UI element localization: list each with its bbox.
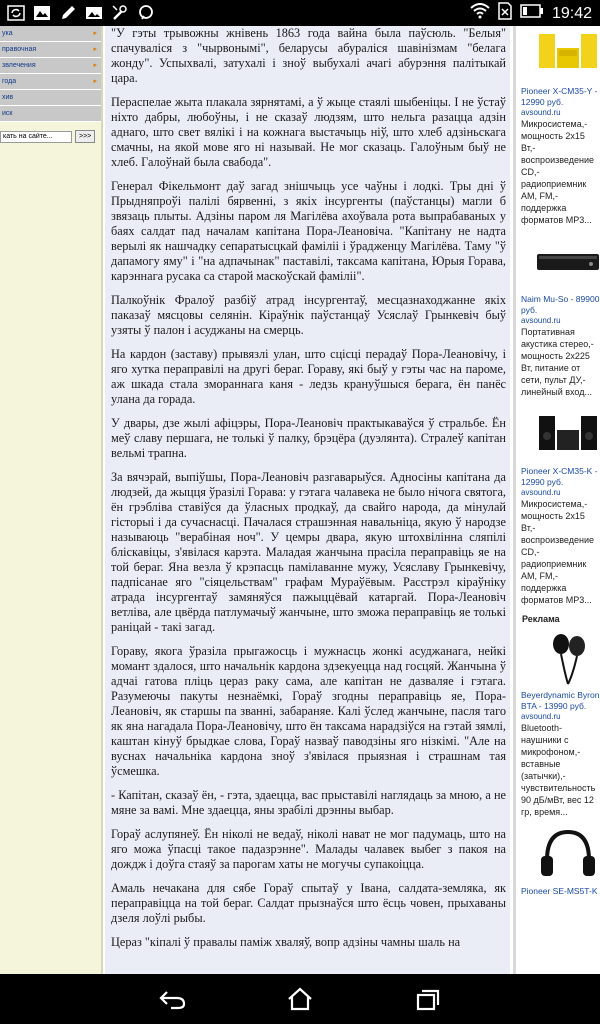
article-paragraph: Гораў аслупянеў. Ён ніколі не ведаў, ніколі нават не мог падумаць, што на яго можа ўпасці такое падазрэнне". Малады чалавек выбег з пакоя на дождж і доўга стаяў за парогам хаты не могучы супакоіцца.: [111, 827, 506, 871]
product-description: Портативная акустика стерео,- мощность 2x225 Вт, питание от сети, пульт ДУ,- линейный вход...: [521, 327, 594, 397]
clock: 19:42: [551, 4, 592, 22]
status-bar: [0, 0, 600, 26]
ad-source-link[interactable]: avsound.ru: [521, 712, 561, 721]
article-paragraph: Пераспелае жыта плакала зярнятамі, а ў жыце стаялі шыбеніцы. І не ўстаў ніхто дабры, любоўны, і не сказаў людзям, што нельга разацца адзін аднаго, што свет вялікі і на кожнага выстачыць ніў, што хлеб адзіньскага смачны, на якой мове яго ні называй. Не мог сказаць. Галоўным быў не хлеб. Галоўнай была свабода".: [111, 95, 506, 169]
pen-icon: [58, 3, 78, 23]
product-description: Микросистема,- мощность 2x15 Вт,- воспроизведение CD,- радиоприемник AM, FM,- поддержка форматов MP3...: [521, 499, 594, 605]
search-button[interactable]: >>>: [75, 130, 95, 143]
product-description: Микросистема,- мощность 2x15 Вт,- воспроизведение CD,- радиоприемник AM, FM,- поддержка форматов MP3...: [521, 119, 594, 225]
gallery-icon: [84, 3, 104, 23]
home-icon[interactable]: [285, 986, 315, 1012]
black-speaker-system-image[interactable]: [535, 406, 600, 462]
ads-label: Реклама: [522, 614, 560, 624]
nav-item-label: хив: [2, 94, 14, 101]
wifi-icon: [470, 3, 490, 24]
arrow-right-icon: ▸: [93, 46, 97, 53]
article-paragraph: Цераз "кіпалі ў правалы паміж хваляў, вопр адзіны чамны шаль на: [111, 935, 461, 949]
main-content: [105, 26, 510, 974]
article-paragraph: Гораву, якога ўразіла прыгажосць і мужнасць жонкі асуджанага, нейкі момант здалося, што начальнік кардона здзекуецца над госцяй. Жанчына ў адчаі гатова пліць цераз раку сама, але капітан не дазваляе і гэтага. Разумеючы пакуты незнаёмкі, Гораў згодны пераправіць яе, Пора-Леановіч, як старшы па званні, забараняе. Калі ўслед жанчыне, пасля таго як яна нагадала Пора-Леановічу, што ён таксама нарадзіўся на гэтай зямлі, каштан кінуў брыдкае слова, Гораў назваў паводзіны яго нізкімі. "Але на вуснах начальніка кардона зноў з'явілася прыязная і страшнам тая ўсмешка.: [111, 644, 506, 778]
chat-icon: [136, 3, 156, 23]
product-card[interactable]: [516, 26, 600, 226]
product-title-link[interactable]: Naim Mu-So - 89900 руб.: [521, 294, 600, 315]
article-paragraph: "У гэты трывожны жнівень 1863 года вайна была паўсюль. "Белыя" спачуваліся з "чырвонымі", беларусы абураліся шавінізмам "белага жонду". Успыхвалі, затухалі і зноў выбухалі ачагі абурэння палітыкай цара.: [111, 26, 506, 85]
nav-item-spravochnaya[interactable]: [0, 42, 101, 58]
ad-title-link[interactable]: Pioneer SE-MS5T-K: [521, 886, 598, 896]
arrow-right-icon: ▸: [93, 78, 97, 85]
nav-item-label: правочная: [2, 46, 37, 53]
product-card[interactable]: [516, 406, 600, 606]
nav-item-label: иск: [2, 110, 13, 117]
nav-item-label: года: [2, 78, 17, 85]
nav-item-nauka[interactable]: [0, 26, 101, 42]
black-earphones-image[interactable]: [535, 630, 600, 686]
nav-item-goda[interactable]: [0, 74, 101, 90]
ad-card[interactable]: [516, 826, 600, 897]
back-icon[interactable]: [158, 986, 188, 1012]
product-source-link[interactable]: avsound.ru: [521, 488, 561, 497]
black-headphones-image[interactable]: [535, 826, 600, 882]
recent-apps-icon[interactable]: [413, 986, 443, 1012]
nav-item-poisk[interactable]: [0, 106, 101, 122]
yellow-speaker-system-image[interactable]: [535, 26, 600, 82]
ad-title-link[interactable]: Beyerdynamic Byron BTA - 13990 руб.: [521, 690, 600, 711]
no-sim-icon: [498, 2, 512, 25]
product-source-link[interactable]: avsound.ru: [521, 108, 561, 117]
article: [105, 26, 510, 950]
product-title-link[interactable]: Pioneer X-CM35-Y - 12990 руб.: [521, 86, 598, 107]
tools-icon: [110, 3, 130, 23]
nav-item-razvlecheniya[interactable]: [0, 58, 101, 74]
black-soundbar-image[interactable]: [535, 234, 600, 290]
article-paragraph: У двары, дзе жылі афіцэры, Пора-Леановіч практыкаваўся ў стральбе. Ён меў славу першага, не толькі ў палку, брэцёра (дуэлянта). Стралеў капітан вельмі трапна.: [111, 416, 506, 460]
nav-item-label: звлечения: [2, 62, 36, 69]
nav-item-arkhiv[interactable]: [0, 90, 101, 106]
article-paragraph: Палкоўнік Фралоў разбіў атрад інсургентаў, месцазнаходжанне якіх паказаў мясцовы селянін. Кіраўнік паўстанцаў Усяслаў Грынкевіч быў узяты ў палон і асуджаны на смерць.: [111, 293, 506, 337]
image-icon: [32, 3, 52, 23]
search-input[interactable]: [0, 131, 72, 143]
product-source-link[interactable]: avsound.ru: [521, 316, 561, 325]
nav-item-label: ука: [2, 30, 13, 37]
right-sidebar: [513, 26, 600, 974]
browser-content[interactable]: [0, 26, 600, 974]
arrow-right-icon: ▸: [93, 62, 97, 69]
site-search: [0, 130, 101, 143]
battery-icon: [520, 3, 544, 24]
ad-description: Bluetooth-наушники с микрофоном,- вставные (затычки),- чувствительность 90 дБ/мВт, вес 12 гр, время...: [521, 723, 596, 817]
ad-card[interactable]: [516, 630, 600, 818]
article-paragraph: На кардон (заставу) прывязлі улан, што сцісці перадаў Пора-Леановічу, і яго хутка пераправілі на другі бераг. Гораву, які быў у гэты час на пароме, аж шкада стала змораннага каня - ледзь крануўшыся берага, ён панёс улана да горада.: [111, 347, 506, 406]
arrow-right-icon: ▸: [93, 30, 97, 37]
article-paragraph: - Капітан, сказаў ён, - гэта, здаецца, вас прыставілі наглядаць за мною, а не мяне за вамі. Мне здаецца, яны зрабілі дрэнны выбар.: [111, 788, 506, 817]
product-card[interactable]: [516, 234, 600, 398]
article-paragraph: Амаль нечакана для сябе Гораў спытаў у Івана, салдата-земляка, як пераправіцца на той бераг. Салдат прызнаўся што ёсць човен, прыхаваны дзеля лоўлі рыбы.: [111, 881, 506, 925]
article-paragraph: За вячэрай, выпіўшы, Пора-Леановіч разгаварыўся. Адносіны капітана да людзей, да жыцця ўразілі Горава: у гэтага чалавека не было нічога святога, ён грэбліва ставіўся да ўласных продкаў, да свайго народа, да мінулай гісторыі і да сучаснасці. Пачалася страшэнная навальніца, якую ў народзе называюць "верабіная ноч". У цемры двара, якую штохвілінна сляпілі бліскавіцы, з'явілася карэта. Маладая жанчына прасіла пераправіць яе на той бераг. Яна везла ў крэпасць памілаванне мужу, Усяславу Грынкевічу, падпісанае яго "сіяцельствам" графам Мураўёвым. Расстрэл кіраўніку атрада інсургентаў замяняўся пажыццёвай катаргай. Пора-Леановіч ветліва, але цвёрда патлумачыў жанчыне, што зможа пераправіць яе толькі раніцай - такі загад.: [111, 470, 506, 634]
article-paragraph: Генерал Фікельмонт даў загад знішчыць усе чаўны і лодкі. Тры дні ў Прыдняпроўі палілі бярвенні, з якіх інсургенты (паўстанцы) магли б звязаць плыты. Адзіны паром ля Магілёва ахоўвала рота выпрабаваных у баях салдат пад началам капітана Пора-Леановіча. "Капітану не надта верылі як нашчадку сепаратысцкай фаміліі і ўрадженцу Магілёва. Таму "ў дапамогу яму" і "на адпачынак" паставілі, таксама капітана, Юрыя Горава, карэннага русака са старой маскоўскай фаміліі".: [111, 179, 506, 283]
left-sidebar: [0, 26, 103, 974]
product-title-link[interactable]: Pioneer X-CM35-K - 12990 руб.: [521, 466, 598, 487]
sync-icon: [6, 3, 26, 23]
system-nav-bar: [0, 974, 600, 1024]
